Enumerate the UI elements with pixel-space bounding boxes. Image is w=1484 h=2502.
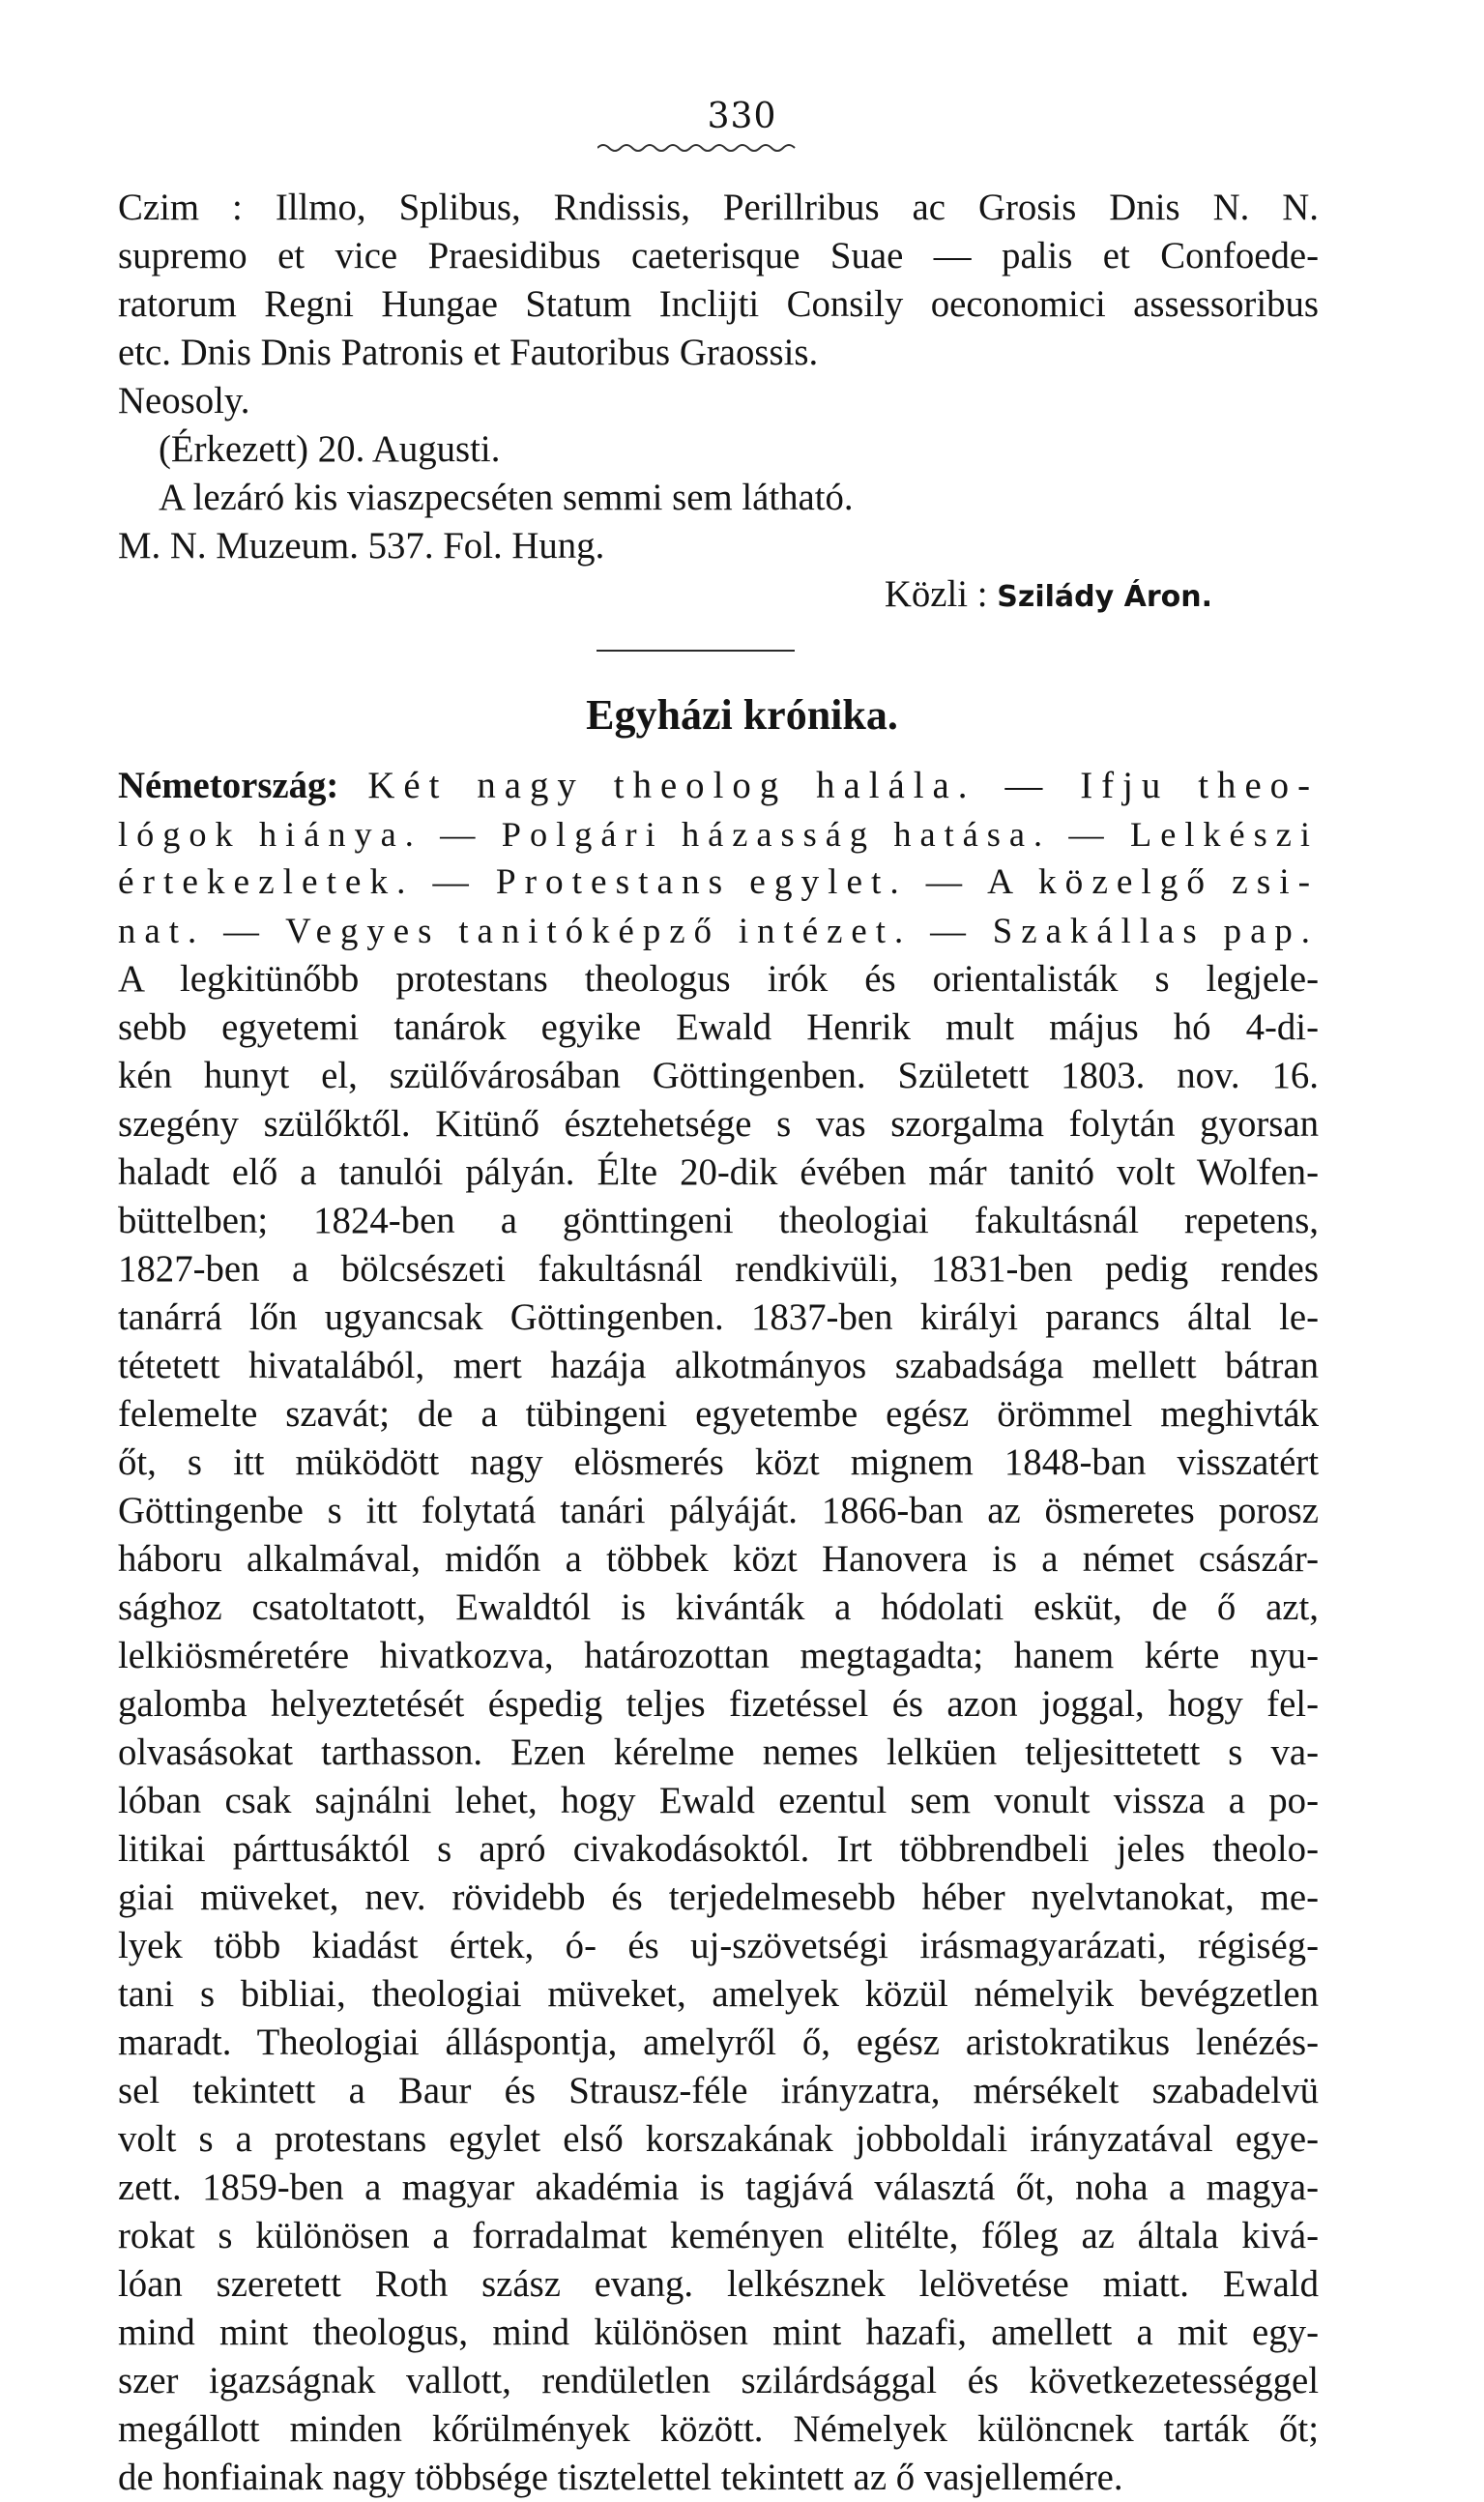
page-number: 330 [707, 97, 777, 136]
body-line: megállott minden kőrülmények között. Némelyek különcnek tarták őt; [118, 2408, 1319, 2450]
body-line: felemelte szavát; de a tübingeni egyetembe egész örömmel meghivták [118, 1393, 1319, 1435]
body-line: galomba helyeztetését éspedig teljes fizetéssel és azon joggal, hogy fel- [118, 1683, 1319, 1725]
summary-line: lógok hiánya. — Polgári házasság hatása. — Lelkészi [118, 815, 1319, 854]
letter-place: Neosoly. [118, 380, 250, 422]
body-line: kén hunyt el, szülővárosában Göttingenben. Született 1803. nov. 16. [118, 1055, 1319, 1096]
letter-source: M. N. Muzeum. 537. Fol. Hung. [118, 525, 605, 567]
letter-seal-note: A lezáró kis viaszpecséten semmi sem látható. [159, 477, 854, 518]
communicated-by: Szilády Áron. [997, 580, 1212, 614]
section-title: Egyházi krónika. [586, 691, 898, 739]
body-line: maradt. Theologiai álláspontja, amelyről ő, egész aristokratikus lenézés- [118, 2022, 1319, 2063]
summary-line [118, 762, 1319, 810]
body-line: sághoz csatoltatott, Ewaldtól is kivánták a hódolati esküt, de ő azt, [118, 1586, 1319, 1628]
body-line: sel tekintett a Baur és Strausz-féle irányzatra, mérsékelt szabadelvü [118, 2070, 1319, 2111]
body-line: szegény szülőktől. Kitünő észtehetsége s vas szorgalma folytán gyorsan [118, 1103, 1319, 1145]
letter-line: ratorum Regni Hungae Statum Inclijti Consily oeconomici assessoribus [118, 283, 1319, 325]
summary-topics: Két nagy theolog halála. — Ifju theo- [338, 765, 1319, 806]
body-line: litikai párttusáktól s apró civakodásoktól. Irt többrendbeli jeles theolo- [118, 1828, 1319, 1870]
body-line: őt, s itt müködött nagy elösmerés közt mignem 1848-ban visszatért [118, 1441, 1319, 1483]
communicated-label: Közli : [884, 573, 988, 615]
body-line: olvasásokat tarthasson. Ezen kérelme nemes lelküen teljesittetett s va- [118, 1731, 1319, 1773]
body-line: lyek több kiadást értek, ó- és uj-szövetségi irásmagyarázati, régiség- [118, 1925, 1319, 1966]
body-line: sebb egyetemi tanárok egyike Ewald Henrik mult május hó 4-di- [118, 1006, 1319, 1048]
letter-line: etc. Dnis Dnis Patronis et Fautoribus Graossis. [118, 332, 819, 373]
letter-communicated [118, 570, 1319, 622]
body-line: szer igazságnak vallott, rendületlen szilárdsággal és következetességgel [118, 2360, 1319, 2401]
body-line: A legkitünőbb protestans theologus irók és orientalisták s legjele- [118, 958, 1319, 1000]
body-line: lóan szeretett Roth szász evang. lelkésznek lelövetése miatt. Ewald [118, 2263, 1319, 2305]
article-body [118, 955, 1319, 2502]
body-line: 1827-ben a bölcsészeti fakultásnál rendkivüli, 1831-ben pedig rendes [118, 1248, 1319, 1290]
body-line: tani s bibliai, theologiai müveket, amelyek közül némelyik bevégzetlen [118, 1973, 1319, 2015]
body-line: háboru alkalmával, midőn a többek közt Hanovera is a német császár- [118, 1538, 1319, 1580]
letter-line: supremo et vice Praesidibus caeterisque Suae — palis et Confoede- [118, 235, 1319, 276]
page-number-ornament [597, 141, 799, 155]
letter-line: Czim : Illmo, Splibus, Rndissis, Perillribus ac Grosis Dnis N. N. [118, 187, 1319, 228]
body-line: volt s a protestans egylet első korszakának jobboldali irányzatával egye- [118, 2118, 1319, 2160]
summary-line: értekezletek. — Protestans egylet. — A közelgő zsi- [118, 862, 1319, 902]
letter-arrived: (Érkezett) 20. Augusti. [159, 428, 501, 470]
summary [118, 762, 1319, 955]
body-line: lelkiösméretére hivatkozva, határozottan megtagadta; hanem kérte nyu- [118, 1635, 1319, 1676]
body-line: zett. 1859-ben a magyar akadémia is tagjává választá őt, noha a magya- [118, 2167, 1319, 2208]
body-line: Göttingenbe s itt folytatá tanári pályáját. 1866-ban az ösmeretes porosz [118, 1490, 1319, 1531]
body-line: de honfiainak nagy többsége tisztelettel tekintett az ő vasjellemére. [118, 2457, 1123, 2498]
body-line: tétetett hivatalából, mert hazája alkotmányos szabadsága mellett bátran [118, 1345, 1319, 1386]
body-line: tanárrá lőn ugyancsak Göttingenben. 1837-ben királyi parancs által le- [118, 1296, 1319, 1338]
section-divider [597, 650, 795, 652]
summary-country: Németország: [118, 765, 339, 806]
body-line: rokat s különösen a forradalmat keményen elitélte, főleg az általa kivá- [118, 2215, 1319, 2256]
body-line: mind mint theologus, mind különösen mint hazafi, amellett a mit egy- [118, 2312, 1319, 2353]
letter-address [118, 184, 1319, 622]
body-line: lóban csak sajnálni lehet, hogy Ewald ezentul sem vonult vissza a po- [118, 1780, 1319, 1821]
body-line: giai müveket, nev. rövidebb és terjedelmesebb héber nyelvtanokat, me- [118, 1876, 1319, 1918]
body-line: büttelben; 1824-ben a gönttingeni theologiai fakultásnál repetens, [118, 1200, 1319, 1241]
body-line: haladt elő a tanulói pályán. Élte 20-dik évében már tanitó volt Wolfen- [118, 1151, 1319, 1193]
summary-line: nat. — Vegyes tanitóképző intézet. — Szakállas pap. [118, 911, 1319, 950]
